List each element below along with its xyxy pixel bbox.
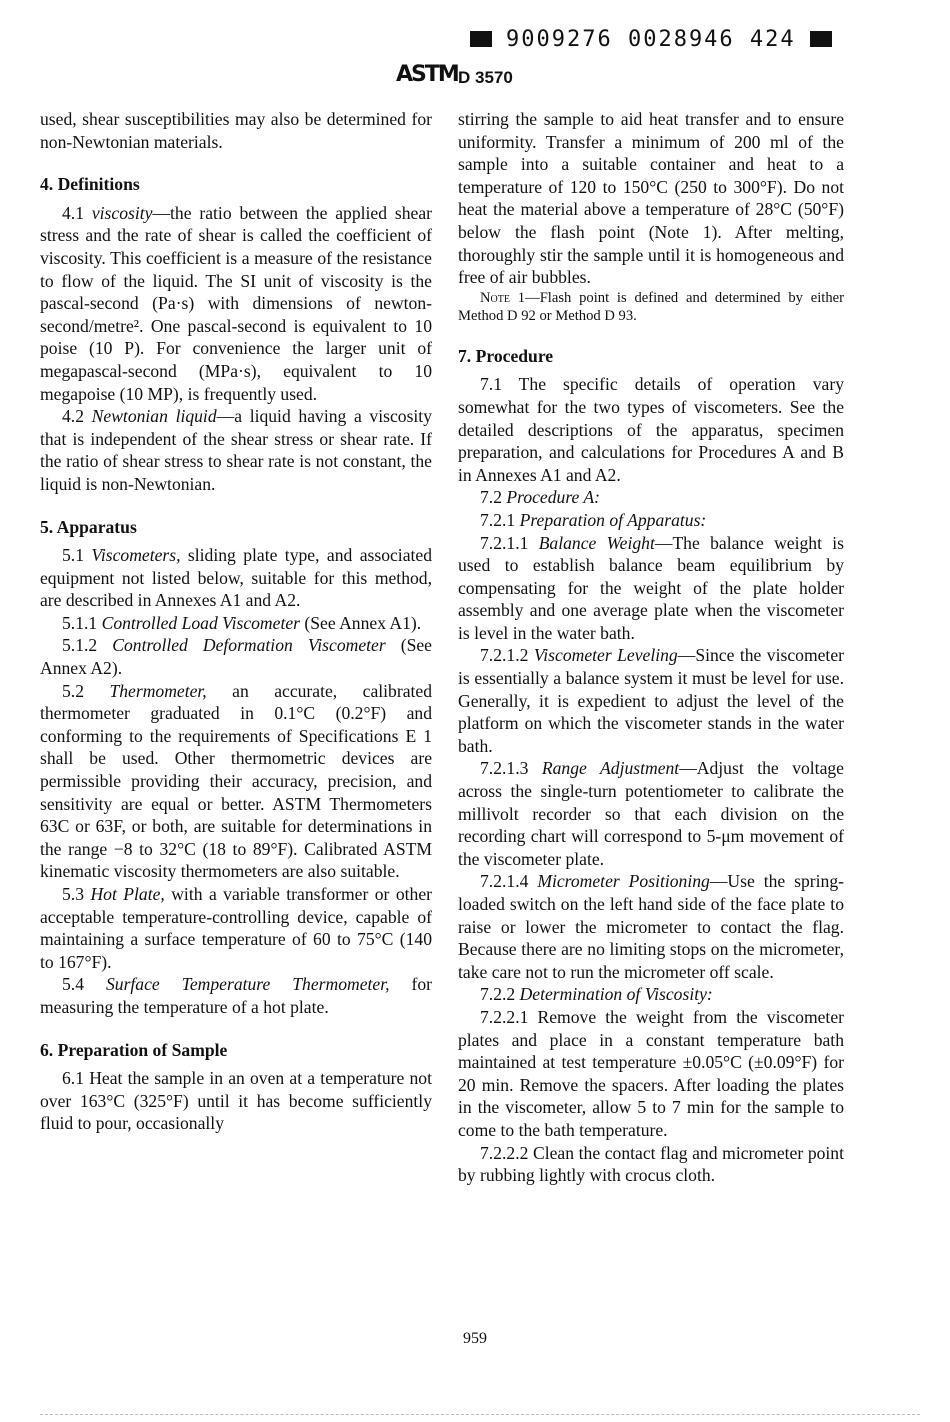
- paragraph-7-2-1-1: 7.2.1.1 Balance Weight—The balance weight is used to establish balance beam equilibrium by compensating for the weight of the plate holder assembly and one average plate when the viscometer is level in the water bath.: [458, 532, 845, 643]
- footer-rule: [40, 1414, 920, 1415]
- astm-logo: ASTM: [396, 62, 458, 87]
- paragraph-4-1: 4.1 viscosity—the ratio between the applied shear stress and the rate of shear is called the coefficient of viscosity. This coefficient is a measure of the resistance to flow of the liquid. The SI unit of viscosity is the pascal-second (Pa·s) with dimensions of newton-second/metre². One pascal-second is equivalent to 10 poise (10 P). For convenience the larger unit of megapascal-second (MPa·s), equivalent to 10 megapoise (10 MP), is frequently used.: [40, 202, 432, 404]
- paragraph-5-3: 5.3 Hot Plate, with a variable transformer or other acceptable temperature-controlling device, capable of maintaining a surface temperature of 60 to 75°C (140 to 167°F).: [40, 884, 433, 972]
- note-1: Note 1—Flash point is defined and determined by either Method D 92 or Method D 93.: [458, 289, 844, 324]
- right-column: [458, 108, 844, 1187]
- paragraph-7-2-1: 7.2.1 Preparation of Apparatus:: [480, 509, 707, 530]
- page-number: 959: [463, 1330, 487, 1347]
- paragraph-5-1-1: 5.1.1 Controlled Load Viscometer (See Annex A1).: [62, 612, 422, 633]
- paragraph-5-4: 5.4 Surface Temperature Thermometer, for measuring the temperature of a hot plate.: [40, 974, 432, 1017]
- paragraph-7-2: 7.2 Procedure A:: [480, 487, 601, 508]
- term-viscosity: viscosity: [91, 202, 153, 223]
- paragraph-5-1-2: 5.1.2 Controlled Deformation Viscometer (See Annex A2).: [40, 635, 432, 679]
- section-heading-apparatus: 5. Apparatus: [40, 516, 137, 537]
- document-code-header: [456, 22, 926, 56]
- black-bar-left: [470, 31, 492, 47]
- black-bar-right: [810, 31, 832, 47]
- paragraph-6-1-continued: stirring the sample to aid heat transfer and to ensure uniformity. Transfer a minimum of 200 ml of the sample into a suitable container and heat to a temperature of 120 to 150°C (250 to 300°F). Do not heat the material above a temperature of 28°C (50°F) below the flash point (Note 1). After melting, thoroughly stir the sample until it is homogeneous and free of air bubbles.: [458, 109, 844, 288]
- paragraph-7-2-1-2: 7.2.1.2 Viscometer Leveling—Since the viscometer is essentially a balance system it must be level for use. Generally, it is expedient to adjust the level of the platform on which the viscometer stands in the water bath.: [458, 645, 844, 756]
- paragraph-7-2-2-2: 7.2.2.2 Clean the contact flag and micrometer point by rubbing lightly with crocus cloth.: [458, 1142, 844, 1186]
- paragraph-4-2: 4.2 Newtonian liquid—a liquid having a viscosity that is independent of the shear stress or shear rate. If the ratio of shear stress to shear rate is not constant, the liquid is non-Newtonian.: [40, 406, 432, 494]
- paragraph-5-2: 5.2 Thermometer, an accurate, calibrated thermometer graduated in 0.1°C (0.2°F) and conforming to the requirements of Specifications E 1 shall be used. Other thermometric devices are permissible providing their accuracy, precision, and sensitivity are equal or better. ASTM Thermometers 63C or 63F, or both, are suitable for determinations in the range −8 to 32°C (18 to 89°F). Calibrated ASTM kinematic viscosity thermometers are also suitable.: [40, 680, 432, 882]
- section-heading-definitions: 4. Definitions: [40, 174, 140, 195]
- paragraph-7-2-2: 7.2.2 Determination of Viscosity:: [480, 984, 713, 1005]
- paragraph-intro: used, shear susceptibilities may also be determined for non-Newtonian materials.: [40, 109, 432, 152]
- standard-designation: D 3570: [458, 68, 513, 87]
- document-code: 9009276 0028946 424: [506, 26, 796, 52]
- section-heading-preparation: 6. Preparation of Sample: [40, 1039, 228, 1060]
- section-heading-procedure: 7. Procedure: [458, 345, 554, 366]
- paragraph-7-2-1-4: 7.2.1.4 Micrometer Positioning—Use the spring-loaded switch on the left hand side of the face plate to raise or lower the micrometer to contact the flag. Because there are no limiting stops on the micrometer, take care not to run the micrometer off scale.: [458, 871, 844, 982]
- paragraph-6-1: 6.1 Heat the sample in an oven at a temperature not over 163°C (325°F) until it has become sufficiently fluid to pour, occasionally: [40, 1068, 432, 1134]
- term-newtonian-liquid: Newtonian liquid: [91, 406, 217, 427]
- paragraph-5-1: 5.1 Viscometers, sliding plate type, and associated equipment not listed below, suitable for this method, are described in Annexes A1 and A2.: [40, 545, 433, 611]
- paragraph-7-2-2-1: 7.2.2.1 Remove the weight from the viscometer plates and place in a constant temperature bath maintained at test temperature ±0.05°C (±0.09°F) for 20 min. Remove the spacers. After loading the plates in the viscometer, allow 5 to 7 min for the sample to come to the bath temperature.: [458, 1006, 844, 1140]
- left-column: [40, 108, 432, 1135]
- paragraph-7-2-1-3: 7.2.1.3 Range Adjustment—Adjust the voltage across the single-turn potentiometer to calibrate the millivolt recorder so that each division on the recording chart will correspond to 5-μm movement of the viscometer plate.: [458, 758, 844, 869]
- paragraph-7-1: 7.1 The specific details of operation vary somewhat for the two types of viscometers. See the detailed descriptions of the apparatus, specimen preparation, and calculations for Procedures A and B in Annexes A1 and A2.: [458, 374, 844, 485]
